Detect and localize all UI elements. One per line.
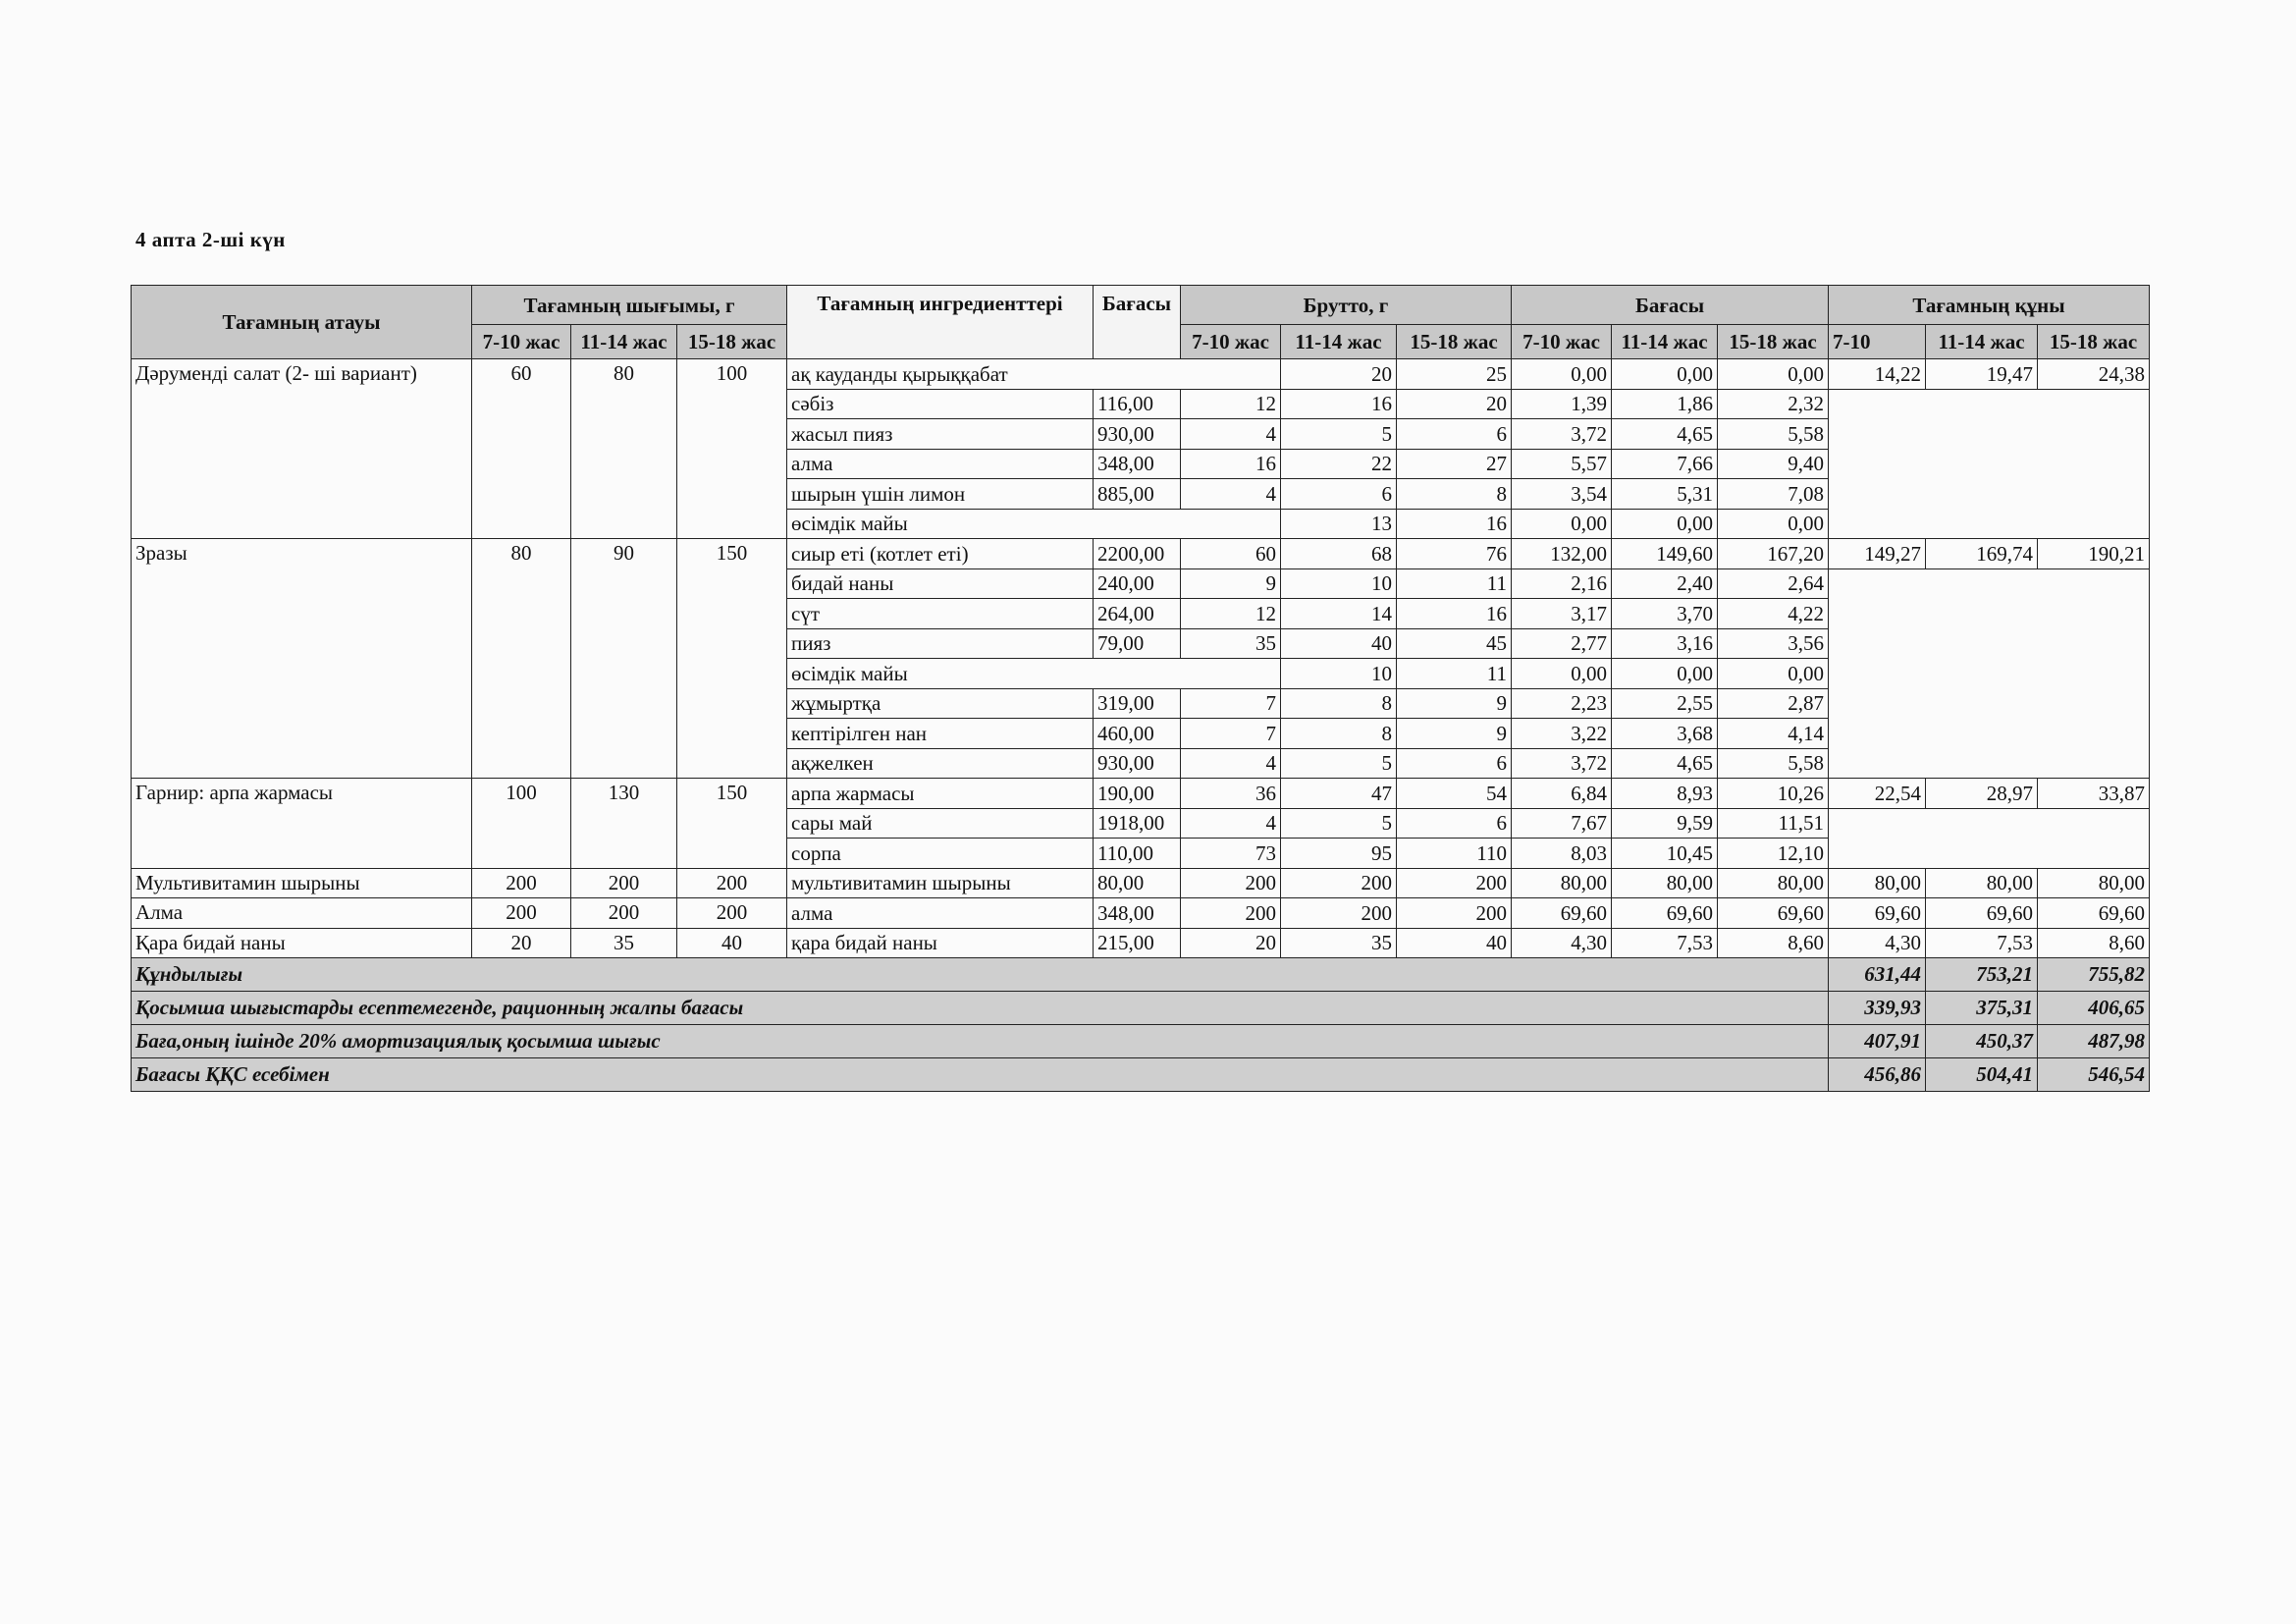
brutto-value: 16 xyxy=(1397,599,1512,629)
dish-output: 40 xyxy=(677,928,787,958)
cost-value: 6,84 xyxy=(1512,779,1612,809)
summary-value: 456,86 xyxy=(1829,1058,1926,1092)
header-dish-cost: Тағамның құны xyxy=(1829,286,2150,325)
ingredient-price: 1918,00 xyxy=(1094,808,1181,839)
cost-value: 4,14 xyxy=(1718,719,1829,749)
ingredient-name: шырын үшін лимон xyxy=(787,479,1094,510)
brutto-value: 200 xyxy=(1181,868,1281,898)
ingredient-price: 190,00 xyxy=(1094,779,1181,809)
brutto-value: 6 xyxy=(1397,808,1512,839)
brutto-value: 4 xyxy=(1181,808,1281,839)
ingredient-name: ақжелкен xyxy=(787,748,1094,779)
cost-value: 69,60 xyxy=(1512,898,1612,929)
menu-cost-table xyxy=(131,285,2150,1092)
dish-total-cost: 33,87 xyxy=(2038,779,2150,809)
dish-total-cost: 69,60 xyxy=(2038,898,2150,929)
brutto-value: 35 xyxy=(1281,928,1397,958)
cost-value: 0,00 xyxy=(1718,359,1829,390)
cost-value: 132,00 xyxy=(1512,539,1612,569)
ingredient-name: жасыл пияз xyxy=(787,419,1094,450)
brutto-value: 8 xyxy=(1281,719,1397,749)
brutto-value: 47 xyxy=(1281,779,1397,809)
brutto-value: 4 xyxy=(1181,748,1281,779)
table-row xyxy=(132,928,2150,958)
brutto-value: 76 xyxy=(1397,539,1512,569)
brutto-value: 10 xyxy=(1281,568,1397,599)
cost-value: 167,20 xyxy=(1718,539,1829,569)
header-age-cost: 15-18 жас xyxy=(1718,325,1829,359)
brutto-value: 12 xyxy=(1181,389,1281,419)
dish-name: Дәруменді салат (2- ші вариант) xyxy=(132,359,472,539)
cost-value: 2,40 xyxy=(1612,568,1718,599)
brutto-value: 68 xyxy=(1281,539,1397,569)
dish-total-cost: 80,00 xyxy=(2038,868,2150,898)
cost-value: 80,00 xyxy=(1612,868,1718,898)
cost-value: 3,54 xyxy=(1512,479,1612,510)
summary-value: 450,37 xyxy=(1926,1025,2038,1058)
cost-value: 3,22 xyxy=(1512,719,1612,749)
header-age-brutto: 7-10 жас xyxy=(1181,325,1281,359)
dish-output: 200 xyxy=(472,898,571,929)
cost-value: 0,00 xyxy=(1718,509,1829,539)
summary-row xyxy=(132,1058,2150,1092)
brutto-value: 200 xyxy=(1181,898,1281,929)
summary-value: 339,93 xyxy=(1829,992,1926,1025)
brutto-value: 35 xyxy=(1181,628,1281,659)
cost-value: 3,17 xyxy=(1512,599,1612,629)
brutto-value: 27 xyxy=(1397,449,1512,479)
ingredient-price: 930,00 xyxy=(1094,419,1181,450)
ingredient-price: 79,00 xyxy=(1094,628,1181,659)
brutto-value: 11 xyxy=(1397,568,1512,599)
cost-value: 0,00 xyxy=(1512,509,1612,539)
ingredient-price: 348,00 xyxy=(1094,449,1181,479)
ingredient-name: кептірілген нан xyxy=(787,719,1094,749)
ingredient-price: 885,00 xyxy=(1094,479,1181,510)
cost-value: 80,00 xyxy=(1718,868,1829,898)
header-age-brutto: 11-14 жас xyxy=(1281,325,1397,359)
cost-value: 9,40 xyxy=(1718,449,1829,479)
ingredient-name: сорпа xyxy=(787,839,1094,869)
brutto-value: 9 xyxy=(1397,688,1512,719)
cost-value: 3,72 xyxy=(1512,748,1612,779)
summary-row xyxy=(132,992,2150,1025)
brutto-value: 4 xyxy=(1181,419,1281,450)
cost-value: 2,55 xyxy=(1612,688,1718,719)
cost-value: 5,58 xyxy=(1718,748,1829,779)
summary-value: 487,98 xyxy=(2038,1025,2150,1058)
brutto-value: 8 xyxy=(1397,479,1512,510)
dish-name: Зразы xyxy=(132,539,472,779)
cost-value: 149,60 xyxy=(1612,539,1718,569)
dish-output: 200 xyxy=(677,898,787,929)
dish-name: Мультивитамин шырыны xyxy=(132,868,472,898)
cost-value: 3,72 xyxy=(1512,419,1612,450)
header-dish-name: Тағамның атауы xyxy=(132,286,472,359)
brutto-value: 20 xyxy=(1281,359,1397,390)
ingredient-name: сүт xyxy=(787,599,1094,629)
brutto-value: 40 xyxy=(1397,928,1512,958)
cost-value: 3,68 xyxy=(1612,719,1718,749)
dish-output: 200 xyxy=(677,868,787,898)
dish-total-cost: 69,60 xyxy=(1829,898,1926,929)
cost-value: 5,58 xyxy=(1718,419,1829,450)
cost-value: 0,00 xyxy=(1612,659,1718,689)
ingredient-name: алма xyxy=(787,449,1094,479)
dish-output: 90 xyxy=(571,539,677,779)
dish-total-cost: 149,27 xyxy=(1829,539,1926,569)
ingredient-name: өсімдік майы xyxy=(787,659,1281,689)
brutto-value: 6 xyxy=(1397,748,1512,779)
ingredient-price: 80,00 xyxy=(1094,868,1181,898)
cost-value: 2,16 xyxy=(1512,568,1612,599)
dish-output: 60 xyxy=(472,359,571,539)
dish-output: 80 xyxy=(472,539,571,779)
ingredient-name: бидай наны xyxy=(787,568,1094,599)
summary-value: 375,31 xyxy=(1926,992,2038,1025)
dish-output: 150 xyxy=(677,539,787,779)
cost-value: 7,66 xyxy=(1612,449,1718,479)
cost-value: 7,67 xyxy=(1512,808,1612,839)
brutto-value: 14 xyxy=(1281,599,1397,629)
summary-label: Қосымша шығыстарды есептемегенде, рационның жалпы бағасы xyxy=(132,992,1829,1025)
dish-total-cost: 28,97 xyxy=(1926,779,2038,809)
brutto-value: 200 xyxy=(1397,868,1512,898)
cost-value: 8,60 xyxy=(1718,928,1829,958)
brutto-value: 12 xyxy=(1181,599,1281,629)
brutto-value: 73 xyxy=(1181,839,1281,869)
dish-total-cost: 8,60 xyxy=(2038,928,2150,958)
dish-output: 150 xyxy=(677,779,787,869)
table-header xyxy=(132,286,2150,359)
brutto-value: 20 xyxy=(1181,928,1281,958)
summary-value: 504,41 xyxy=(1926,1058,2038,1092)
brutto-value: 4 xyxy=(1181,479,1281,510)
brutto-value: 9 xyxy=(1181,568,1281,599)
dish-name: Қара бидай наны xyxy=(132,928,472,958)
ingredient-price: 460,00 xyxy=(1094,719,1181,749)
header-output: Тағамның шығымы, г xyxy=(472,286,787,325)
ingredient-price: 110,00 xyxy=(1094,839,1181,869)
cost-value: 3,16 xyxy=(1612,628,1718,659)
summary-row xyxy=(132,958,2150,992)
header-age-dish-cost: 11-14 жас xyxy=(1926,325,2038,359)
brutto-value: 40 xyxy=(1281,628,1397,659)
ingredient-price: 240,00 xyxy=(1094,568,1181,599)
cost-value: 69,60 xyxy=(1612,898,1718,929)
cost-value: 10,45 xyxy=(1612,839,1718,869)
ingredient-name: қара бидай наны xyxy=(787,928,1094,958)
brutto-value: 16 xyxy=(1181,449,1281,479)
cost-value: 5,31 xyxy=(1612,479,1718,510)
dish-total-cost: 69,60 xyxy=(1926,898,2038,929)
cost-value: 4,65 xyxy=(1612,419,1718,450)
brutto-value: 5 xyxy=(1281,808,1397,839)
cost-value: 7,53 xyxy=(1612,928,1718,958)
cost-value: 0,00 xyxy=(1612,509,1718,539)
dish-output: 100 xyxy=(472,779,571,869)
summary-value: 407,91 xyxy=(1829,1025,1926,1058)
brutto-value: 11 xyxy=(1397,659,1512,689)
brutto-value: 200 xyxy=(1397,898,1512,929)
dish-total-cost: 24,38 xyxy=(2038,359,2150,390)
table-row xyxy=(132,868,2150,898)
ingredient-name: жұмыртқа xyxy=(787,688,1094,719)
summary-value: 755,82 xyxy=(2038,958,2150,992)
brutto-value: 95 xyxy=(1281,839,1397,869)
ingredient-price: 215,00 xyxy=(1094,928,1181,958)
dish-output: 130 xyxy=(571,779,677,869)
cost-value: 4,30 xyxy=(1512,928,1612,958)
dish-total-cost: 22,54 xyxy=(1829,779,1926,809)
ingredient-name: өсімдік майы xyxy=(787,509,1281,539)
cost-value: 1,39 xyxy=(1512,389,1612,419)
ingredient-name: арпа жармасы xyxy=(787,779,1094,809)
dish-output: 200 xyxy=(472,868,571,898)
brutto-value: 16 xyxy=(1281,389,1397,419)
brutto-value: 6 xyxy=(1397,419,1512,450)
document-title: 4 апта 2-ші күн xyxy=(135,228,286,251)
cost-value: 0,00 xyxy=(1718,659,1829,689)
header-price: Бағасы xyxy=(1094,286,1181,359)
dish-total-cost: 80,00 xyxy=(1829,868,1926,898)
ingredient-name: алма xyxy=(787,898,1094,929)
summary-label: Баға,оның ішінде 20% амортизациялық қосымша шығыс xyxy=(132,1025,1829,1058)
dish-total-cost: 14,22 xyxy=(1829,359,1926,390)
summary-label: Құндылығы xyxy=(132,958,1829,992)
ingredient-name: сары май xyxy=(787,808,1094,839)
ingredient-price: 319,00 xyxy=(1094,688,1181,719)
header-age-dish-cost: 7-10 xyxy=(1829,325,1926,359)
table-body xyxy=(132,359,2150,1092)
cost-value: 3,70 xyxy=(1612,599,1718,629)
cost-value: 11,51 xyxy=(1718,808,1829,839)
cost-value: 8,03 xyxy=(1512,839,1612,869)
cost-value: 0,00 xyxy=(1612,359,1718,390)
ingredient-price: 348,00 xyxy=(1094,898,1181,929)
brutto-value: 54 xyxy=(1397,779,1512,809)
dish-output: 200 xyxy=(571,898,677,929)
brutto-value: 45 xyxy=(1397,628,1512,659)
brutto-value: 10 xyxy=(1281,659,1397,689)
cost-value: 0,00 xyxy=(1512,659,1612,689)
dish-total-blank xyxy=(1829,568,2150,779)
summary-value: 546,54 xyxy=(2038,1058,2150,1092)
header-age-cost: 11-14 жас xyxy=(1612,325,1718,359)
brutto-value: 25 xyxy=(1397,359,1512,390)
summary-value: 753,21 xyxy=(1926,958,2038,992)
dish-total-cost: 19,47 xyxy=(1926,359,2038,390)
header-age-brutto: 15-18 жас xyxy=(1397,325,1512,359)
ingredient-price: 116,00 xyxy=(1094,389,1181,419)
header-age-dish-cost: 15-18 жас xyxy=(2038,325,2150,359)
brutto-value: 5 xyxy=(1281,419,1397,450)
cost-value: 4,22 xyxy=(1718,599,1829,629)
cost-value: 3,56 xyxy=(1718,628,1829,659)
dish-total-cost: 169,74 xyxy=(1926,539,2038,569)
ingredient-name: сиыр еті (котлет еті) xyxy=(787,539,1094,569)
brutto-value: 60 xyxy=(1181,539,1281,569)
ingredient-price: 2200,00 xyxy=(1094,539,1181,569)
dish-total-cost: 7,53 xyxy=(1926,928,2038,958)
brutto-value: 200 xyxy=(1281,898,1397,929)
header-age-output: 11-14 жас xyxy=(571,325,677,359)
header-cost: Бағасы xyxy=(1512,286,1829,325)
brutto-value: 13 xyxy=(1281,509,1397,539)
brutto-value: 20 xyxy=(1397,389,1512,419)
brutto-value: 9 xyxy=(1397,719,1512,749)
ingredient-name: пияз xyxy=(787,628,1094,659)
header-age-output: 7-10 жас xyxy=(472,325,571,359)
dish-output: 35 xyxy=(571,928,677,958)
header-age-cost: 7-10 жас xyxy=(1512,325,1612,359)
cost-value: 2,64 xyxy=(1718,568,1829,599)
brutto-value: 200 xyxy=(1281,868,1397,898)
cost-value: 12,10 xyxy=(1718,839,1829,869)
cost-value: 5,57 xyxy=(1512,449,1612,479)
brutto-value: 5 xyxy=(1281,748,1397,779)
cost-value: 69,60 xyxy=(1718,898,1829,929)
cost-value: 80,00 xyxy=(1512,868,1612,898)
brutto-value: 110 xyxy=(1397,839,1512,869)
brutto-value: 22 xyxy=(1281,449,1397,479)
cost-value: 9,59 xyxy=(1612,808,1718,839)
cost-value: 2,77 xyxy=(1512,628,1612,659)
brutto-value: 36 xyxy=(1181,779,1281,809)
cost-value: 2,23 xyxy=(1512,688,1612,719)
brutto-value: 7 xyxy=(1181,719,1281,749)
summary-label: Бағасы ҚҚС есебімен xyxy=(132,1058,1829,1092)
header-ingredients: Тағамның ингредиенттері xyxy=(787,286,1094,359)
ingredient-price: 264,00 xyxy=(1094,599,1181,629)
dish-total-cost: 190,21 xyxy=(2038,539,2150,569)
table-row xyxy=(132,539,2150,569)
cost-value: 2,87 xyxy=(1718,688,1829,719)
dish-total-blank xyxy=(1829,808,2150,868)
ingredient-name: сәбіз xyxy=(787,389,1094,419)
dish-output: 80 xyxy=(571,359,677,539)
dish-output: 100 xyxy=(677,359,787,539)
brutto-value: 16 xyxy=(1397,509,1512,539)
summary-row xyxy=(132,1025,2150,1058)
table-row xyxy=(132,898,2150,929)
ingredient-name: мультивитамин шырыны xyxy=(787,868,1094,898)
cost-value: 8,93 xyxy=(1612,779,1718,809)
dish-output: 20 xyxy=(472,928,571,958)
cost-value: 10,26 xyxy=(1718,779,1829,809)
dish-total-cost: 80,00 xyxy=(1926,868,2038,898)
dish-name: Алма xyxy=(132,898,472,929)
header-age-output: 15-18 жас xyxy=(677,325,787,359)
summary-value: 631,44 xyxy=(1829,958,1926,992)
cost-value: 7,08 xyxy=(1718,479,1829,510)
brutto-value: 7 xyxy=(1181,688,1281,719)
dish-total-blank xyxy=(1829,389,2150,539)
cost-value: 4,65 xyxy=(1612,748,1718,779)
ingredient-name: ақ кауданды қырыққабат xyxy=(787,359,1281,390)
brutto-value: 8 xyxy=(1281,688,1397,719)
table-row xyxy=(132,779,2150,809)
brutto-value: 6 xyxy=(1281,479,1397,510)
cost-value: 0,00 xyxy=(1512,359,1612,390)
table-row xyxy=(132,359,2150,390)
dish-total-cost: 4,30 xyxy=(1829,928,1926,958)
dish-output: 200 xyxy=(571,868,677,898)
dish-name: Гарнир: арпа жармасы xyxy=(132,779,472,869)
header-brutto: Брутто, г xyxy=(1181,286,1512,325)
cost-value: 2,32 xyxy=(1718,389,1829,419)
summary-value: 406,65 xyxy=(2038,992,2150,1025)
cost-value: 1,86 xyxy=(1612,389,1718,419)
ingredient-price: 930,00 xyxy=(1094,748,1181,779)
